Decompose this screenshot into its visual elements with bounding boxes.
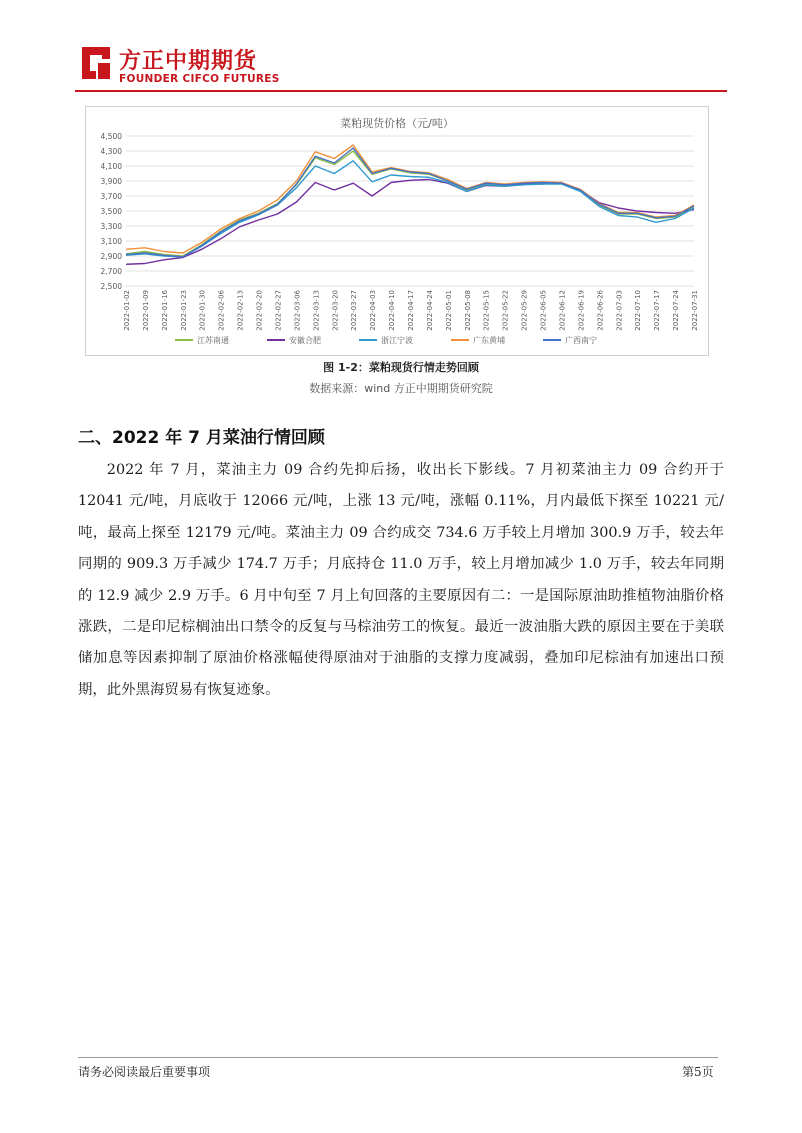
x-tick-label: 2022-06-19 — [577, 290, 586, 331]
x-tick-label: 2022-07-10 — [634, 290, 643, 331]
chart-title: 菜粕现货价格（元/吨） — [340, 117, 454, 130]
page-header — [75, 40, 727, 95]
x-tick-label: 2022-07-03 — [615, 290, 624, 331]
x-tick-label: 2022-03-20 — [331, 290, 340, 331]
x-tick-label: 2022-03-27 — [350, 290, 359, 331]
x-tick-label: 2022-03-13 — [312, 290, 321, 331]
chart-canvas — [86, 107, 708, 355]
x-tick-label: 2022-02-13 — [236, 290, 245, 331]
x-tick-label: 2022-02-27 — [274, 290, 283, 331]
x-tick-label: 2022-06-26 — [596, 290, 605, 331]
series-line — [126, 180, 694, 265]
y-tick-label: 2,500 — [100, 282, 122, 291]
figure-caption: 图 1-2：菜粕现货行情走势回顾 — [323, 361, 479, 374]
page-number: 第5页 — [682, 1065, 714, 1079]
x-tick-label: 2022-01-30 — [198, 290, 207, 331]
x-tick-label: 2022-06-12 — [558, 290, 567, 331]
section-heading: 二、2022 年 7 月菜油行情回顾 — [78, 428, 325, 448]
x-tick-label: 2022-05-29 — [520, 290, 529, 331]
x-tick-label: 2022-05-15 — [482, 290, 491, 331]
legend-label: 广东黄埔 — [473, 336, 505, 345]
footer-disclaimer: 请务必阅读最后重要事项 — [78, 1065, 211, 1079]
legend-label: 浙江宁波 — [381, 336, 413, 345]
y-tick-label: 2,900 — [100, 252, 122, 261]
x-tick-label: 2022-04-03 — [369, 290, 378, 331]
y-tick-label: 3,500 — [100, 207, 122, 216]
header-divider — [75, 90, 727, 92]
x-tick-label: 2022-07-24 — [672, 290, 681, 331]
x-tick-label: 2022-07-31 — [691, 290, 699, 331]
series-line — [126, 145, 694, 253]
x-tick-label: 2022-03-06 — [293, 290, 302, 331]
x-tick-label: 2022-04-10 — [388, 290, 397, 331]
x-tick-label: 2022-07-17 — [653, 290, 662, 331]
x-tick-label: 2022-02-20 — [255, 290, 264, 331]
rapeseed-meal-price-chart — [85, 106, 709, 356]
x-tick-label: 2022-04-24 — [425, 290, 434, 331]
x-tick-label: 2022-01-09 — [141, 290, 150, 331]
x-tick-label: 2022-05-08 — [463, 290, 472, 331]
legend-label: 广西南宁 — [565, 336, 597, 345]
y-tick-label: 2,700 — [100, 267, 122, 276]
x-tick-label: 2022-04-17 — [407, 290, 415, 331]
x-tick-label: 2022-01-16 — [160, 290, 169, 331]
x-tick-label: 2022-01-02 — [123, 290, 131, 331]
x-tick-label: 2022-05-01 — [444, 290, 453, 331]
y-tick-label: 3,700 — [100, 192, 122, 201]
y-tick-label: 4,100 — [100, 162, 122, 171]
y-tick-label: 3,300 — [100, 222, 122, 231]
company-name-cn: 方正中期期货 — [119, 49, 258, 74]
y-tick-label: 4,500 — [100, 132, 122, 141]
y-tick-label: 3,100 — [100, 237, 122, 246]
body-paragraph: 2022 年 7 月，菜油主力 09 合约先抑后扬，收出长下影线。7 月初菜油主力 09 合约开于 12041 元/吨，月底收于 12066 元/吨，上涨 13 元/吨，涨幅 0.11%，月内最低下探至 10221 元/吨，最高上探至 12179 元/吨。菜油主力 09 合约成交 734.6 万手较上月增加 300.9 万手，较去年同期的 909.3 万手减少 174.7 万手；月底持仓 11.0 万手，较上月增加减少 1.0 万手，较去年同期的 12.9 减少 2.9 万手。6 月中旬至 7 月上旬回落的主要原因有二：一是国际原油助推植物油脂价格涨跌，二是印尼棕榈油出口禁令的反复与马棕油劳工的恢复。最近一波油脂大跌的原因主要在于美联储加息等因素抑制了原油价格涨幅使得原油对于油脂的支撑力度减弱，叠加印尼棕油有加速出口预期，此外黑海贸易有恢复迹象。 — [78, 462, 724, 698]
x-tick-label: 2022-06-05 — [539, 290, 548, 331]
company-name-en: FOUNDER CIFCO FUTURES — [119, 73, 280, 85]
figure-source: 数据来源：wind 方正中期期货研究院 — [309, 382, 493, 395]
x-tick-label: 2022-01-23 — [179, 290, 188, 331]
y-tick-label: 4,300 — [100, 147, 122, 156]
x-tick-label: 2022-05-22 — [501, 290, 510, 331]
y-tick-label: 3,900 — [100, 177, 122, 186]
x-tick-label: 2022-02-06 — [217, 290, 226, 331]
legend-label: 安徽合肥 — [289, 336, 321, 345]
founder-cifco-logo-icon — [80, 45, 112, 81]
footer-divider — [78, 1057, 718, 1058]
legend-label: 江苏南通 — [197, 336, 229, 345]
